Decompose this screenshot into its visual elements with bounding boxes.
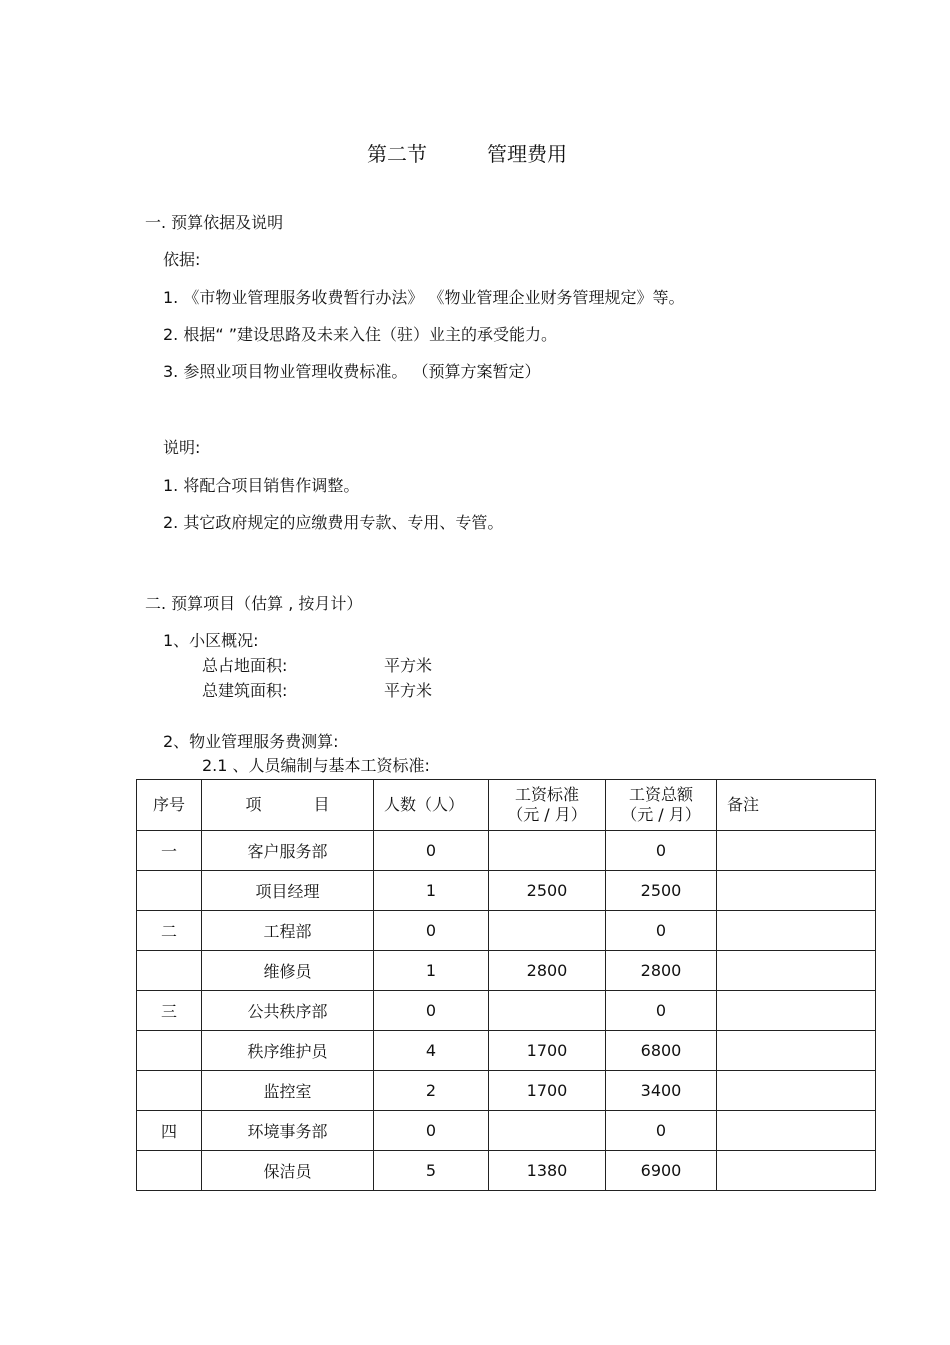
- basis-item-1: 1. 《市物业管理服务收费暂行办法》 《物业管理企业财务管理规定》等。: [163, 288, 685, 307]
- land-area-unit: 平方米: [384, 656, 433, 675]
- cell-wage-std: 1700: [489, 1071, 606, 1111]
- cell-note: [717, 1151, 876, 1191]
- cell-count: 5: [374, 1151, 489, 1191]
- cell-wage-total: 0: [606, 1111, 717, 1151]
- cell-wage-std: 2500: [489, 871, 606, 911]
- table-row: [137, 1111, 876, 1151]
- header-wage-std-line1: 工资标准: [514, 785, 579, 804]
- page-title: 管理费用: [487, 142, 567, 166]
- basis-item-2: 2. 根据“ ”建设思路及未来入住（驻）业主的承受能力。: [163, 325, 558, 344]
- cell-count: 1: [374, 871, 489, 911]
- cell-item: 工程部: [202, 911, 374, 951]
- cell-no: 二: [137, 911, 202, 951]
- header-note: 备注: [717, 780, 876, 831]
- cell-count: 4: [374, 1031, 489, 1071]
- cell-item: 秩序维护员: [202, 1031, 374, 1071]
- subsection-fee: 2、物业管理服务费测算:: [163, 732, 339, 751]
- cell-note: [717, 911, 876, 951]
- note-item-1: 1. 将配合项目销售作调整。: [163, 476, 360, 495]
- table-row: [137, 1151, 876, 1191]
- cell-no: [137, 871, 202, 911]
- header-item: [202, 780, 374, 831]
- section1-heading: 一. 预算依据及说明: [145, 213, 284, 232]
- cell-note: [717, 951, 876, 991]
- cell-wage-std: 1380: [489, 1151, 606, 1191]
- cell-wage-total: 0: [606, 991, 717, 1031]
- cell-count: 0: [374, 831, 489, 871]
- cell-wage-std: [489, 1111, 606, 1151]
- cell-wage-std: [489, 911, 606, 951]
- cell-note: [717, 1111, 876, 1151]
- header-no: 序号: [137, 780, 202, 831]
- cell-no: 三: [137, 991, 202, 1031]
- cell-wage-std: 1700: [489, 1031, 606, 1071]
- cell-wage-total: 3400: [606, 1071, 717, 1111]
- cell-no: [137, 951, 202, 991]
- page-title-section: 第二节: [367, 142, 427, 166]
- header-item-a: 项: [245, 795, 262, 814]
- cell-note: [717, 1031, 876, 1071]
- cell-wage-total: 6800: [606, 1031, 717, 1071]
- table-row: [137, 951, 876, 991]
- cell-note: [717, 831, 876, 871]
- header-wage-total: [606, 780, 717, 831]
- cell-wage-total: 2500: [606, 871, 717, 911]
- build-area-unit: 平方米: [384, 681, 433, 700]
- cell-wage-total: 6900: [606, 1151, 717, 1191]
- header-count: 人数（人）: [374, 780, 489, 831]
- staff-wage-table: [136, 779, 876, 1191]
- cell-no: 一: [137, 831, 202, 871]
- build-area-label: 总建筑面积:: [202, 681, 288, 700]
- header-wage-total-line2: （元 / 月）: [621, 805, 701, 824]
- subsection-overview: 1、小区概况:: [163, 631, 259, 650]
- cell-item: 客户服务部: [202, 831, 374, 871]
- cell-item: 维修员: [202, 951, 374, 991]
- note-item-2: 2. 其它政府规定的应缴费用专款、专用、专管。: [163, 513, 504, 532]
- section2-heading: 二. 预算项目（估算 , 按月计）: [145, 594, 363, 613]
- cell-wage-std: [489, 831, 606, 871]
- header-wage-std: [489, 780, 606, 831]
- header-item-b: 目: [313, 795, 330, 814]
- cell-note: [717, 991, 876, 1031]
- table-row: [137, 1031, 876, 1071]
- cell-item: 环境事务部: [202, 1111, 374, 1151]
- cell-wage-total: 2800: [606, 951, 717, 991]
- cell-item: 项目经理: [202, 871, 374, 911]
- cell-note: [717, 1071, 876, 1111]
- table-row: [137, 991, 876, 1031]
- cell-count: 1: [374, 951, 489, 991]
- cell-wage-total: 0: [606, 911, 717, 951]
- cell-count: 0: [374, 911, 489, 951]
- table-row: [137, 1071, 876, 1111]
- cell-count: 0: [374, 991, 489, 1031]
- cell-wage-std: [489, 991, 606, 1031]
- cell-count: 0: [374, 1111, 489, 1151]
- header-wage-std-line2: （元 / 月）: [507, 805, 587, 824]
- cell-note: [717, 871, 876, 911]
- cell-item: 监控室: [202, 1071, 374, 1111]
- basis-label: 依据:: [163, 250, 201, 269]
- basis-item-3: 3. 参照业项目物业管理收费标准。 （预算方案暂定）: [163, 362, 541, 381]
- land-area-label: 总占地面积:: [202, 656, 288, 675]
- header-wage-total-line1: 工资总额: [628, 785, 693, 804]
- cell-item: 公共秩序部: [202, 991, 374, 1031]
- cell-no: [137, 1151, 202, 1191]
- cell-no: [137, 1071, 202, 1111]
- cell-no: [137, 1031, 202, 1071]
- table-row: [137, 831, 876, 871]
- subsection-staff: 2.1 、人员编制与基本工资标准:: [202, 756, 430, 775]
- table-row: [137, 911, 876, 951]
- cell-item: 保洁员: [202, 1151, 374, 1191]
- table-header-row: [137, 780, 876, 831]
- cell-wage-std: 2800: [489, 951, 606, 991]
- note-label: 说明:: [163, 438, 201, 457]
- cell-count: 2: [374, 1071, 489, 1111]
- table-row: [137, 871, 876, 911]
- cell-no: 四: [137, 1111, 202, 1151]
- cell-wage-total: 0: [606, 831, 717, 871]
